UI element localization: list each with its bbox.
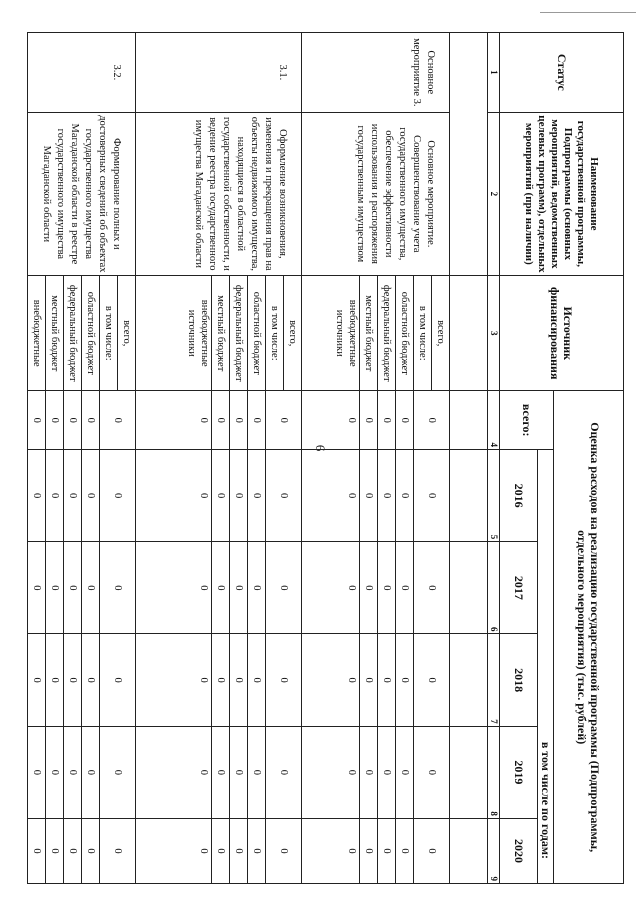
header-by-years: в том числе по годам:: [538, 450, 554, 884]
row2-status: 3.1.: [136, 33, 302, 113]
row2-local-2020: 0: [212, 818, 230, 883]
row1-regional-all: 0: [396, 391, 414, 450]
row3-federal-2018: 0: [64, 634, 82, 726]
row3-status: 3.2.: [28, 33, 136, 113]
row3-extrabudget-2019: 0: [28, 726, 46, 818]
row3-local-2018: 0: [46, 634, 64, 726]
header-source: Источник финансирования: [500, 276, 624, 391]
row3-regional-2016: 0: [82, 450, 100, 542]
row3-source-extrabudget: внебюджетные: [28, 276, 46, 391]
col-index-8: 8: [488, 726, 500, 818]
row2-source-federal: федеральный бюджет: [230, 276, 248, 391]
row2-regional-2017: 0: [248, 542, 266, 634]
row1-local-2016: 0: [360, 450, 378, 542]
col-index-6: 6: [488, 542, 500, 634]
row1-total-2018: 0: [414, 634, 450, 726]
col-index-7: 7: [488, 634, 500, 726]
row1-regional-2017: 0: [396, 542, 414, 634]
row2-extrabudget-2020: 0: [136, 818, 212, 883]
row3-name: Формирование полных и достоверных сведений об объектах государственного имущества Магаданской области в реестре государственного имущества Магаданской области: [28, 112, 136, 275]
row2-source-local: местный бюджет: [212, 276, 230, 391]
row2-regional-all: 0: [248, 391, 266, 450]
row2-extrabudget-2017: 0: [136, 542, 212, 634]
row1-federal-2019: 0: [378, 726, 396, 818]
row3-extrabudget-2016: 0: [28, 450, 46, 542]
row1-extrabudget-2018: 0: [302, 634, 360, 726]
row3-source-total: всего,: [118, 276, 136, 391]
row3-total-2017: 0: [100, 542, 136, 634]
row3-extrabudget-2018: 0: [28, 634, 46, 726]
corner-rule: [540, 12, 636, 13]
col-index-1: 1: [488, 33, 500, 113]
header-year-2018: 2018: [500, 634, 538, 726]
row3-source-including: в том числе:: [100, 276, 118, 391]
row1-federal-2017: 0: [378, 542, 396, 634]
row1-extrabudget-2019: 0: [302, 726, 360, 818]
row2-source-regional: областной бюджет: [248, 276, 266, 391]
row1-total-2017: 0: [414, 542, 450, 634]
row3-regional-2018: 0: [82, 634, 100, 726]
col-index-3: 3: [488, 276, 500, 391]
row2-total-2017: 0: [266, 542, 302, 634]
row2-federal-2018: 0: [230, 634, 248, 726]
row1-federal-2018: 0: [378, 634, 396, 726]
row1-extrabudget-2020: 0: [302, 818, 360, 883]
row2-federal-2017: 0: [230, 542, 248, 634]
row2-federal-all: 0: [230, 391, 248, 450]
row1-local-all: 0: [360, 391, 378, 450]
row3-extrabudget-2017: 0: [28, 542, 46, 634]
row3-regional-2020: 0: [82, 818, 100, 883]
row3-local-2017: 0: [46, 542, 64, 634]
row3-federal-all: 0: [64, 391, 82, 450]
row1-status: Основное мероприятие 3.: [302, 33, 450, 113]
row1-total-2016: 0: [414, 450, 450, 542]
row2-local-2018: 0: [212, 634, 230, 726]
header-total: всего:: [500, 391, 554, 450]
row2-extrabudget-2016: 0: [136, 450, 212, 542]
row3-extrabudget-2020: 0: [28, 818, 46, 883]
row2-regional-2018: 0: [248, 634, 266, 726]
row3-local-2020: 0: [46, 818, 64, 883]
row1-local-2017: 0: [360, 542, 378, 634]
row2-regional-2020: 0: [248, 818, 266, 883]
row2-total-2018: 0: [266, 634, 302, 726]
row1-name: Основное мероприятие. Совершенствование учета государственного имущества, обеспечение эффективности использования и распоряжения государственным имуществом: [302, 112, 450, 275]
row1-source-total: всего,: [432, 276, 450, 391]
row2-local-all: 0: [212, 391, 230, 450]
header-status: Статус: [500, 33, 624, 113]
row2-name: Оформление возникновения, изменения и прекращения прав на объекты недвижимого имущества, находящиеся в областной государственной собственности, и ведение реестра государственного имущества Магаданской области: [136, 112, 302, 275]
row2-federal-2016: 0: [230, 450, 248, 542]
row3-source-federal: федеральный бюджет: [64, 276, 82, 391]
table-row: [432, 33, 450, 884]
header-estimate: Оценка расходов на реализацию государственной программы (Подпрограммы, отдельного мероприятия) (тыс. рублей): [554, 391, 624, 884]
row2-total-2020: 0: [266, 818, 302, 883]
header-name: Наименование государственной программы, Подпрограммы (основных мероприятий, ведомственных целевых программ), отдельных мероприятий (при наличии): [500, 112, 624, 275]
row2-regional-2016: 0: [248, 450, 266, 542]
row2-extrabudget-2018: 0: [136, 634, 212, 726]
row3-regional-all: 0: [82, 391, 100, 450]
row3-federal-2016: 0: [64, 450, 82, 542]
row3-total-2018: 0: [100, 634, 136, 726]
row3-local-2019: 0: [46, 726, 64, 818]
row1-source-including: в том числе:: [414, 276, 432, 391]
row3-local-all: 0: [46, 391, 64, 450]
row3-total-2020: 0: [100, 818, 136, 883]
row2-extrabudget-all: 0: [136, 391, 212, 450]
row3-total-2019: 0: [100, 726, 136, 818]
row1-total-2019: 0: [414, 726, 450, 818]
col-index-9: 9: [488, 818, 500, 883]
row1-source-regional: областной бюджет: [396, 276, 414, 391]
row3-federal-2020: 0: [64, 818, 82, 883]
row2-extrabudget-2019: 0: [136, 726, 212, 818]
expenditure-table: [27, 32, 624, 884]
row2-local-2019: 0: [212, 726, 230, 818]
row2-local-2017: 0: [212, 542, 230, 634]
row1-regional-2019: 0: [396, 726, 414, 818]
row1-local-2019: 0: [360, 726, 378, 818]
row3-total-all: 0: [100, 391, 136, 450]
row2-source-extrabudget: внебюджетные источники: [136, 276, 212, 391]
row1-source-extrabudget: внебюджетные источники: [302, 276, 360, 391]
row2-total-2019: 0: [266, 726, 302, 818]
row1-extrabudget-all: 0: [302, 391, 360, 450]
row1-total-all: 0: [414, 391, 450, 450]
row2-total-all: 0: [266, 391, 302, 450]
rotated-sheet: [31, 32, 624, 884]
row1-federal-2016: 0: [378, 450, 396, 542]
row3-federal-2017: 0: [64, 542, 82, 634]
table-row: [284, 33, 302, 884]
row2-source-including: в том числе:: [266, 276, 284, 391]
row1-federal-all: 0: [378, 391, 396, 450]
row1-local-2020: 0: [360, 818, 378, 883]
row1-total-2020: 0: [414, 818, 450, 883]
page-number: 6: [313, 444, 328, 452]
expenditure-table-container: [31, 32, 624, 884]
row2-regional-2019: 0: [248, 726, 266, 818]
row2-local-2016: 0: [212, 450, 230, 542]
row1-regional-2020: 0: [396, 818, 414, 883]
header-year-2017: 2017: [500, 542, 538, 634]
row3-local-2016: 0: [46, 450, 64, 542]
row2-source-total: всего,: [284, 276, 302, 391]
row3-total-2016: 0: [100, 450, 136, 542]
table-row: [118, 33, 136, 884]
row1-local-2018: 0: [360, 634, 378, 726]
row1-extrabudget-2017: 0: [302, 542, 360, 634]
row2-federal-2019: 0: [230, 726, 248, 818]
row2-total-2016: 0: [266, 450, 302, 542]
header-year-2019: 2019: [500, 726, 538, 818]
row3-source-regional: областной бюджет: [82, 276, 100, 391]
row1-source-federal: федеральный бюджет: [378, 276, 396, 391]
row3-source-local: местный бюджет: [46, 276, 64, 391]
row3-regional-2017: 0: [82, 542, 100, 634]
col-index-2: 2: [488, 112, 500, 275]
row1-federal-2020: 0: [378, 818, 396, 883]
row3-federal-2019: 0: [64, 726, 82, 818]
row3-extrabudget-all: 0: [28, 391, 46, 450]
col-index-4: 4: [488, 391, 500, 450]
header-year-2016: 2016: [500, 450, 538, 542]
col-index-5: 5: [488, 450, 500, 542]
row1-source-local: местный бюджет: [360, 276, 378, 391]
spacer-row: [450, 33, 488, 276]
row1-regional-2018: 0: [396, 634, 414, 726]
row2-federal-2020: 0: [230, 818, 248, 883]
row1-regional-2016: 0: [396, 450, 414, 542]
row1-extrabudget-2016: 0: [302, 450, 360, 542]
header-year-2020: 2020: [500, 818, 538, 883]
row3-regional-2019: 0: [82, 726, 100, 818]
